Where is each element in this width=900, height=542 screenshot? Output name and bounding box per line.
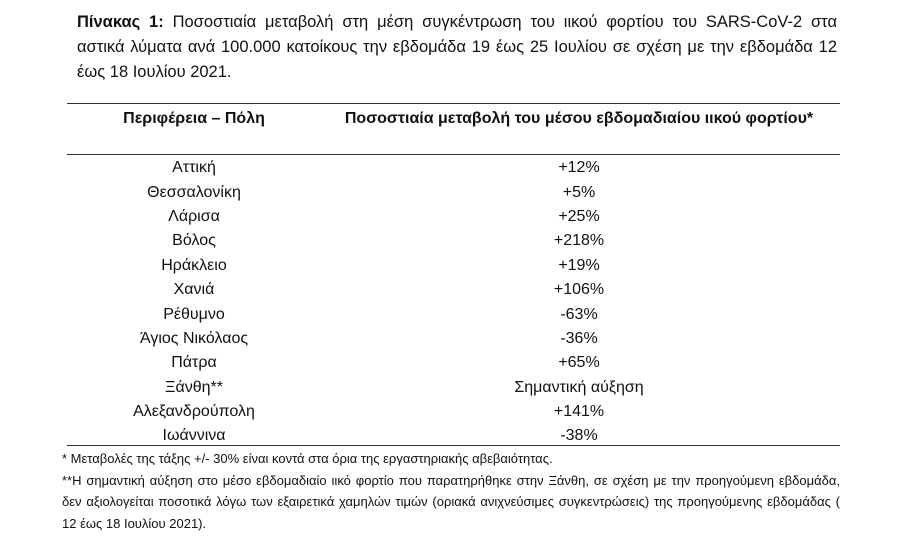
change-cell: +218% (553, 232, 605, 250)
table-row (67, 400, 840, 424)
city-cell: Αλεξανδρούπολη (133, 403, 255, 421)
table-top-rule (67, 103, 840, 104)
caption-text: Ποσοστιαία μεταβολή στη μέση συγκέντρωση του ιικού φορτίου του SARS-CoV-2 στα αστικά λύματα ανά 100.000 κατοίκους την εβδομάδα 19 έως 25 Ιουλίου σε σχέση με την εβδομάδα 12 έως 18 Ιουλίου 2021. (77, 13, 837, 81)
table-row (67, 156, 840, 180)
table-row (67, 327, 840, 351)
footnotes (62, 448, 840, 534)
city-cell: Πάτρα (171, 354, 217, 372)
change-cell: +25% (558, 207, 600, 225)
change-cell: +106% (553, 281, 605, 299)
city-cell: Ηράκλειο (161, 256, 227, 274)
city-cell: Χανιά (173, 281, 215, 299)
table-row (67, 278, 840, 302)
table-row (67, 302, 840, 326)
change-cell: -38% (560, 427, 598, 445)
city-cell: Λάρισα (168, 207, 220, 225)
column-header-change: Ποσοστιαία μεταβολή του μέσου εβδομαδιαίου ιικού φορτίου* (344, 110, 814, 127)
table-header-rule (67, 154, 840, 155)
city-cell: Άγιος Νικόλαος (139, 329, 249, 347)
city-cell: Θεσσαλονίκη (147, 183, 241, 201)
column-header-city: Περιφέρεια – Πόλη (123, 110, 265, 127)
change-cell: +5% (562, 183, 596, 201)
table-body (67, 156, 840, 449)
change-cell: -36% (560, 329, 598, 347)
table-row (67, 205, 840, 229)
city-cell: Ξάνθη** (165, 378, 223, 396)
table-caption (77, 10, 837, 85)
table-bottom-rule (67, 445, 840, 446)
table-row (67, 376, 840, 400)
change-cell: Σημαντική αύξηση (514, 378, 644, 396)
change-cell: +12% (558, 159, 600, 177)
change-cell: +19% (558, 256, 600, 274)
city-cell: Αττική (172, 159, 216, 177)
city-cell: Ιωάννινα (162, 427, 226, 445)
caption-label: Πίνακας 1: (77, 13, 164, 31)
table-row (67, 351, 840, 375)
footnote-uncertainty: * Μεταβολές της τάξης +/- 30% είναι κοντά στα όρια της εργαστηριακής αβεβαιότητας. (62, 451, 553, 466)
table-row (67, 254, 840, 278)
change-cell: +65% (558, 354, 600, 372)
table-row (67, 229, 840, 253)
city-cell: Ρέθυμνο (163, 305, 225, 323)
footnote-xanthi: **Η σημαντική αύξηση στο μέσο εβδομαδιαίο ιικό φορτίο που παρατηρήθηκε στην Ξάνθη, σε σχέση με την προηγούμενη εβδομάδα, δεν αξιολογείται ποσοτικά λόγω των εξαιρετικά χαμηλών τιμών (οριακά ανιχνεύσιμες συγκεντρώσεις) της προηγούμενης εβδομάδας ( 12 έως 18 Ιουλίου 2021). (62, 472, 840, 531)
change-cell: +141% (553, 403, 605, 421)
city-cell: Βόλος (172, 232, 216, 250)
table-row (67, 180, 840, 204)
change-cell: -63% (560, 305, 598, 323)
